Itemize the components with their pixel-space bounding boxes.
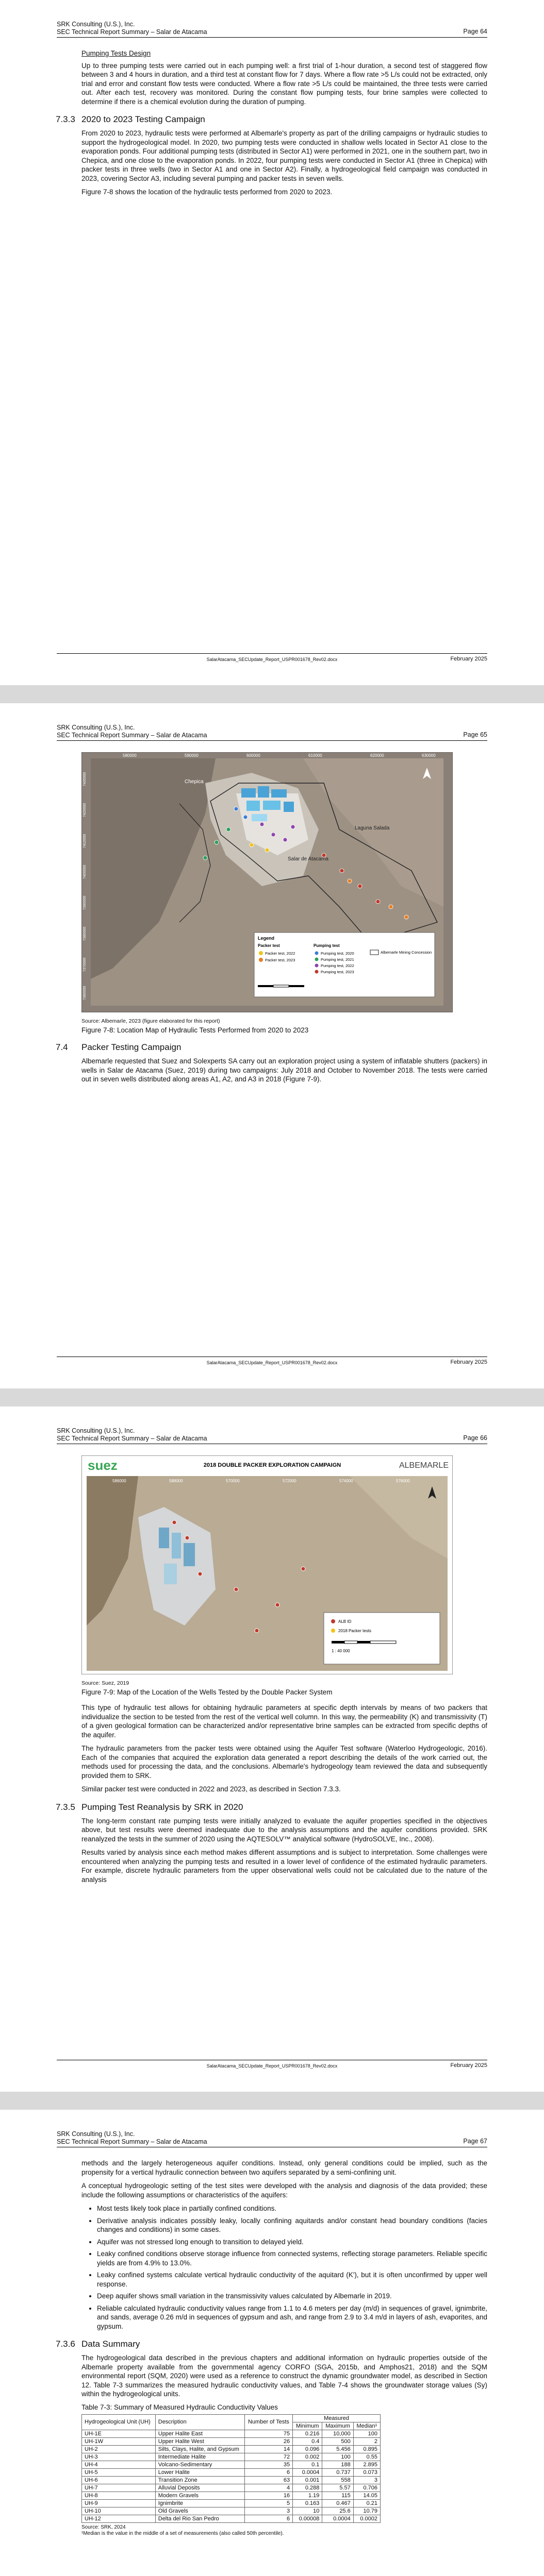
legend-label: ALB ID [338,1619,352,1624]
paragraph: Results varied by analysis since each method makes different assumptions and is subject to interpretation. Some challenges were encountered when analyzing the pumping tests and resulted in a lower level of confidence of the estimated hydraulic parameters. For example, discrete hydraulic parameters from the upper observational wells could not be calculated due to the nature of the analysis [81,1849,487,1884]
pond [258,786,269,798]
page-header [57,21,487,38]
table-cell: Silts, Clays, Halite, and Gypsum [155,2445,244,2453]
paragraph: Albemarle requested that Suez and Solexperts SA carry out an exploration project using a system of inflatable shutters (packers) in wells in Salar de Atacama (Suez, 2019) during two campaigns: July 2018 and October to November 2018. The tests were carried out in seven wells distributed along areas A1, A2, and A3 in 2018 (Figure 7-9). [81,1057,487,1083]
legend-marker [315,958,319,961]
test-location-marker [291,825,295,829]
place-label: Laguna Salada [355,825,390,831]
table-cell: UH-6 [82,2476,156,2484]
list-item: • Most tests likely took place in partially confined conditions. [97,2204,487,2213]
suez-logo: suez [88,1458,118,1473]
list-item: • Deep aquifer shows small variation in the transmissivity values calculated by Albemarle in 2019. [97,2292,487,2301]
table-body [82,2430,381,2522]
table-cell: 0.4 [293,2437,322,2445]
legend-label: Pumping test, 2022 [321,963,354,968]
pond [246,801,260,811]
table-cell: 0.096 [293,2445,322,2453]
tick-label: 590000 [185,753,199,758]
table-cell: 14.05 [353,2492,380,2499]
table-caption: Table 7-3: Summary of Measured Hydraulic Conductivity Values [81,2403,278,2411]
pond [164,1564,177,1584]
test-location-marker [376,900,380,904]
page-number: Page 65 [463,731,487,738]
table-cell: UH-9 [82,2499,156,2507]
footer-date: February 2025 [450,2062,487,2069]
table-cell: Ignimbrite [155,2499,244,2507]
subheading: Pumping Tests Design [81,49,151,57]
scale-bar [258,985,304,987]
table-cell: UH-5 [82,2468,156,2476]
packer-well-marker [185,1536,189,1540]
page-66 [0,1406,544,2092]
table-cell: 0.073 [353,2468,380,2476]
column-header: Measured [293,2414,381,2422]
legend-label: 2018 Packer tests [338,1629,372,1633]
list-item: • Leaky confined conditions observe storage influence from connected systems, reflecting storage parameters. Reliable specific yields are from 4.9% to 13.0%. [97,2249,487,2267]
table-cell: 500 [322,2437,353,2445]
table-cell: UH-10 [82,2507,156,2515]
section-heading: 7.3.6 Data Summary [56,2339,140,2349]
table-cell: 0.0004 [322,2515,353,2522]
test-location-marker [358,884,362,888]
list-item: • Aquifer was not stressed long enough to transition to delayed yield. [97,2238,487,2247]
table-cell: 0.002 [293,2453,322,2461]
tick-label: 576000 [396,1479,410,1483]
test-location-marker [250,843,254,847]
table-cell: 188 [322,2461,353,2468]
tick-label: 7420000 [83,803,87,817]
table-cell: 25.6 [322,2507,353,2515]
header-report: SEC Technical Report Summary – Salar de Atacama [57,2138,207,2145]
packer-well-marker [198,1572,202,1576]
page-67 [0,2110,544,2576]
header-report: SEC Technical Report Summary – Salar de Atacama [57,28,207,36]
table-cell: 5 [244,2499,292,2507]
table-cell: Volcano-Sedimentary [155,2461,244,2468]
table-cell: 0.288 [293,2484,322,2492]
table-cell: Upper Halite East [155,2430,244,2437]
header-company: SRK Consulting (U.S.), Inc. [57,724,135,731]
test-location-marker [271,833,275,837]
table-cell: UH-3 [82,2453,156,2461]
test-location-marker [215,840,219,844]
page-body [56,752,487,1089]
map-legend [324,1613,440,1664]
table-cell: Alluvial Deposits [155,2484,244,2492]
tick-label: 572000 [283,1479,296,1483]
tick-label: 620000 [370,753,384,758]
legend-heading: Packer test [258,943,280,948]
tick-label: 574000 [339,1479,353,1483]
table-cell: 100 [322,2453,353,2461]
legend-title: Legend [258,936,275,941]
page-header [57,2130,487,2147]
legend-label: Pumping test, 2023 [321,970,354,974]
column-header: Median¹ [353,2422,380,2430]
pond [159,1528,169,1548]
table-cell: 3 [353,2476,380,2484]
table-cell: UH-4 [82,2461,156,2468]
list-item: • Leaky confined systems calculate vertical hydraulic conductivity of the aquitard (K'), but it is often unconfirmed by upper well response. [97,2270,487,2289]
paragraph: From 2020 to 2023, hydraulic tests were performed at Albemarle's property as part of the drilling campaigns or hydraulic studies to support the hydrogeological model. In 2020, two pumping tests were conducted in shallow wells located in Sector A1 close to the evaporation ponds. Four additional pumping tests (distributed in Sector A1) were performed in 2021, one in the southern part, two in Chepica, and one close to the evaporation ponds. In 2022, four pumping tests were conducted in Sector A1 (three in Chepica) with packer tests in three wells (two in Sector A1 and one in Sector A2). Finally, a hydrogeological field campaign was conducted in 2023, covering Sector A3, including several pumping and packer tests in seven wells. [81,129,487,182]
hydraulic-tests-location-map [81,752,453,1012]
page-header [57,1427,487,1444]
legend-label: Pumping test, 2020 [321,951,354,956]
table-cell: 0.00008 [293,2515,322,2522]
table-cell: 75 [244,2430,292,2437]
place-label: Chepica [185,779,204,785]
packer-campaign-map [81,1455,453,1674]
table-cell: Intermediate Halite [155,2453,244,2461]
table-cell: 0.163 [293,2499,322,2507]
tick-label: 7370000 [83,957,87,972]
test-location-marker [243,815,248,819]
header-company: SRK Consulting (U.S.), Inc. [57,21,135,28]
pond [172,1533,181,1558]
tick-label: 586000 [112,1479,126,1483]
table-row [82,2453,381,2461]
table-row [82,2437,381,2445]
figure-source: Source: Albemarle, 2023 (figure elaborated for this report) [81,1018,220,1024]
footer-file: SalarAtacama_SECUpdate_Report_USPR001678_Rev02.docx [206,1360,338,1365]
table-cell: 0.21 [353,2499,380,2507]
tick-label: 610000 [308,753,322,758]
legend-marker [315,970,319,974]
figure-7-9 [81,1455,487,1677]
tick-label: 600000 [246,753,260,758]
test-location-marker [348,879,352,883]
table-cell: UH-1W [82,2437,156,2445]
table-cell: UH-2 [82,2445,156,2453]
map-legend [254,933,435,997]
legend-label: Packer test, 2022 [265,951,295,956]
tick-label: 7430000 [83,772,87,786]
header-company: SRK Consulting (U.S.), Inc. [57,1427,135,1434]
footer-file: SalarAtacama_SECUpdate_Report_USPR001678_Rev02.docx [206,657,338,662]
pond [252,814,267,821]
tick-label: 588000 [169,1479,183,1483]
pond [271,789,287,798]
table-cell: 0.1 [293,2461,322,2468]
table-row [82,2515,381,2522]
table-cell: 6 [244,2468,292,2476]
table-cell: 16 [244,2492,292,2499]
table-cell: 6 [244,2515,292,2522]
table-cell: 0.737 [322,2468,353,2476]
tick-label: 7380000 [83,926,87,941]
table-cell: Old Gravels [155,2507,244,2515]
figure-caption: Figure 7-9: Map of the Location of the Wells Tested by the Double Packer System [81,1688,333,1696]
legend-label: Packer test, 2023 [265,958,295,962]
footer-date: February 2025 [450,656,487,662]
list-item: • Derivative analysis indicates possibly leaky, locally confining aquitards and/or constant head boundary conditions (facies changes and conditions) in some cases. [97,2216,487,2234]
pond [184,1543,195,1566]
place-label: Salar de Atacama [288,856,328,862]
table-row [82,2507,381,2515]
test-location-marker [203,856,207,860]
column-header: Hydrogeological Unit (UH) [82,2414,156,2430]
table-note: ¹Median is the value in the middle of a set of measurements (also called 50th percentile). [81,2530,284,2536]
tick-label: 630000 [422,753,436,758]
table-row [82,2476,381,2484]
table-cell: UH-7 [82,2484,156,2492]
page-footer [57,2060,487,2071]
page-header [57,724,487,741]
legend-label: Pumping test, 2021 [321,957,354,962]
paragraph: Figure 7-8 shows the location of the hydraulic tests performed from 2020 to 2023. [81,188,333,196]
paragraph: This type of hydraulic test allows for obtaining hydraulic parameters at specific depth intervals by means of two packers that individualize the section to be tested from the rest of the vertical well column. In this way, the permeability (K) and transmissivity (T) of a given geological formation can be characterized and/or representative brine samples can be extracted from specific depths of the aquifer. [81,1704,487,1739]
packer-well-marker [234,1587,238,1591]
legend-marker [331,1629,335,1633]
table-cell: 0.001 [293,2476,322,2484]
table-cell: Lower Halite [155,2468,244,2476]
packer-well-marker [275,1603,279,1607]
pond [241,788,256,798]
section-heading: 7.4 Packer Testing Campaign [56,1042,182,1052]
test-location-marker [265,848,269,852]
table-row [82,2468,381,2476]
paragraph: A conceptual hydrogeologic setting of the test sites were developed with the analysis and diagnosis of the data provided; these include the following assumptions or characteristics of the aquifers: [81,2182,487,2199]
table-cell: 0.895 [353,2445,380,2453]
footer-date: February 2025 [450,1359,487,1365]
test-location-marker [226,827,230,832]
tick-label: 7360000 [83,986,87,1000]
footer-file: SalarAtacama_SECUpdate_Report_USPR001678_Rev02.docx [206,2063,338,2069]
header-report: SEC Technical Report Summary – Salar de Atacama [57,732,207,739]
table-cell: 1.19 [293,2492,322,2499]
table-cell: 5.456 [322,2445,353,2453]
page-body [56,49,487,201]
packer-well-marker [301,1567,305,1571]
table-cell: Modern Gravels [155,2492,244,2499]
legend-marker [315,952,319,955]
column-header: Description [155,2414,244,2430]
table-cell: 0.216 [293,2430,322,2437]
column-header: Number of Tests [244,2414,292,2430]
page-64 [0,0,544,685]
test-location-marker [404,915,408,919]
figure-source: Source: Suez, 2019 [81,1680,129,1686]
page-number: Page 64 [463,28,487,35]
page-footer [57,1357,487,1367]
table-cell: 72 [244,2453,292,2461]
table-row [82,2484,381,2492]
table-row [82,2461,381,2468]
table-cell: Delta del Rio San Pedro [155,2515,244,2522]
table-cell: 0.55 [353,2453,380,2461]
test-location-marker [234,807,238,811]
table-cell: UH-12 [82,2515,156,2522]
tick-label: 580000 [123,753,137,758]
table-cell: 2.895 [353,2461,380,2468]
table-cell: 115 [322,2492,353,2499]
scale-label: 1 : 40 000 [332,1649,350,1653]
paragraph: The long-term constant rate pumping tests were initially analyzed to evaluate the aquifer properties specified in the objectives above, but test results were deemed inadequate due to the analysis assumptions and the aquifer conditions provided. SRK reanalyzed the tests in the summer of 2020 using the AQTESOLV™ analytical software (HydroSOLVE, Inc., 2008). [81,1817,487,1843]
pond [284,802,294,812]
tick-label: 7410000 [83,834,87,848]
tick-label: 7390000 [83,895,87,910]
packer-well-marker [255,1629,259,1633]
table-cell: UH-8 [82,2492,156,2499]
legend-marker [259,951,263,955]
page-65 [0,703,544,1388]
packer-well-marker [172,1520,176,1524]
table-cell: 10 [293,2507,322,2515]
figure-caption: Figure 7-8: Location Map of Hydraulic Tests Performed from 2020 to 2023 [81,1026,309,1034]
table-row [82,2499,381,2507]
table-cell: 35 [244,2461,292,2468]
legend-marker [315,964,319,968]
section-heading: 7.3.5 Pumping Test Reanalysis by SRK in 2020 [56,1802,243,1812]
albemarle-logo: ALBEMARLE [399,1461,449,1470]
test-location-marker [389,905,393,909]
table-cell: 4 [244,2484,292,2492]
tick-label: 7400000 [83,865,87,879]
table-cell: Upper Halite West [155,2437,244,2445]
table-cell: 0.0004 [293,2468,322,2476]
table-cell: 10.79 [353,2507,380,2515]
column-header: Maximum [322,2422,353,2430]
table-cell: 26 [244,2437,292,2445]
hydraulic-conductivity-table [81,2414,381,2523]
figure-7-8 [81,752,487,1015]
map-title: 2018 DOUBLE PACKER EXPLORATION CAMPAIGN [203,1462,341,1468]
list-item: • Reliable calculated hydraulic conductivity values range from 1.1 to 4.6 meters per day (m/d) in sequences of gravel, ignimbrite, and sands, average 0.26 m/d in sequences of gypsum and ash, and range from 2.9 to 3.4 m/d in layers of ash, evaporites, and gypsum. [97,2304,487,2331]
table-row [82,2430,381,2437]
table-row [82,2492,381,2499]
page-body [56,2159,487,2537]
legend-marker [259,958,263,962]
paragraph: The hydrogeological data described in the previous chapters and additional information on hydraulic properties outside of the Albemarle property available from the governmental agency CORFO (SGA, 2015b, and Amphos21, 2018) and the SQM environmental report (SQM, 2020) were used as a reference to construct the dynamic groundwater model, as described in Section 12. Table 7-3 summarizes the measured hydraulic conductivity values, and Table 7-4 shows the groundwater storage values (Sy) within the hydrogeological units. [81,2354,487,2398]
table-cell: 0.706 [353,2484,380,2492]
page-number: Page 67 [463,2138,487,2145]
paragraph: Similar packer test were conducted in 2022 and 2023, as described in Section 7.3.3. [81,1785,341,1793]
header-company: SRK Consulting (U.S.), Inc. [57,2130,135,2138]
assumption-list [81,2204,487,2331]
header-report: SEC Technical Report Summary – Salar de Atacama [57,1435,207,1442]
column-header: Minimum [293,2422,322,2430]
table-cell: 0.0002 [353,2515,380,2522]
table-cell: 0.467 [322,2499,353,2507]
table-cell: 14 [244,2445,292,2453]
table-cell: 5.57 [322,2484,353,2492]
table-cell: 100 [353,2430,380,2437]
legend-marker [331,1619,335,1623]
table-cell: 3 [244,2507,292,2515]
table-cell: 2 [353,2437,380,2445]
page-footer [57,653,487,664]
page-body [56,1455,487,1889]
test-location-marker [283,838,287,842]
table-row [82,2445,381,2453]
table-cell: UH-1E [82,2430,156,2437]
legend-label: Albemarle Mining Concession [381,950,432,955]
paragraph: The hydraulic parameters from the packer tests were obtained using the Aquifer Test software (Waterloo Hydrogeologic, 2016). Each of the companies that acquired the exploration data generated a report describing the details of the work carried out, the methods used for processing the data, and the conclusions. Albemarle's hydrogeology team reviewed the data and subsequently provided them to SRK. [81,1744,487,1780]
legend-heading: Pumping test [314,943,340,948]
test-location-marker [260,822,264,826]
pond [263,801,281,810]
table-source: Source: SRK, 2024 [81,2524,126,2530]
table-cell: 10,000 [322,2430,353,2437]
tick-label: 570000 [226,1479,240,1483]
paragraph: Up to three pumping tests were carried out in each pumping well: a first trial of 1-hour duration, a second test of staggered flow between 3 and 4 hours in duration, and a third test at constant flow for 7 days. Where a flow rate >5 L/s could not be extracted, only trial and error and constant flow tests were conducted. Where a flow rate >5 L/s could be maintained, the three tests were carried out. After each test, recovery was monitored. During the constant flow pumping tests, four brine samples were collected to determine if there is a chemical evolution during the duration of pumping. [81,61,487,106]
paragraph: methods and the largely heterogeneous aquifer conditions. Instead, only general conditions could be implied, such as the propensity for a vertical hydraulic connection between two aquifers separated by a semi-confining unit. [81,2159,487,2176]
table-cell: Transition Zone [155,2476,244,2484]
section-heading: 7.3.3 2020 to 2023 Testing Campaign [56,114,205,124]
test-location-marker [340,869,344,873]
table-cell: 558 [322,2476,353,2484]
table-cell: 63 [244,2476,292,2484]
page-number: Page 66 [463,1434,487,1442]
